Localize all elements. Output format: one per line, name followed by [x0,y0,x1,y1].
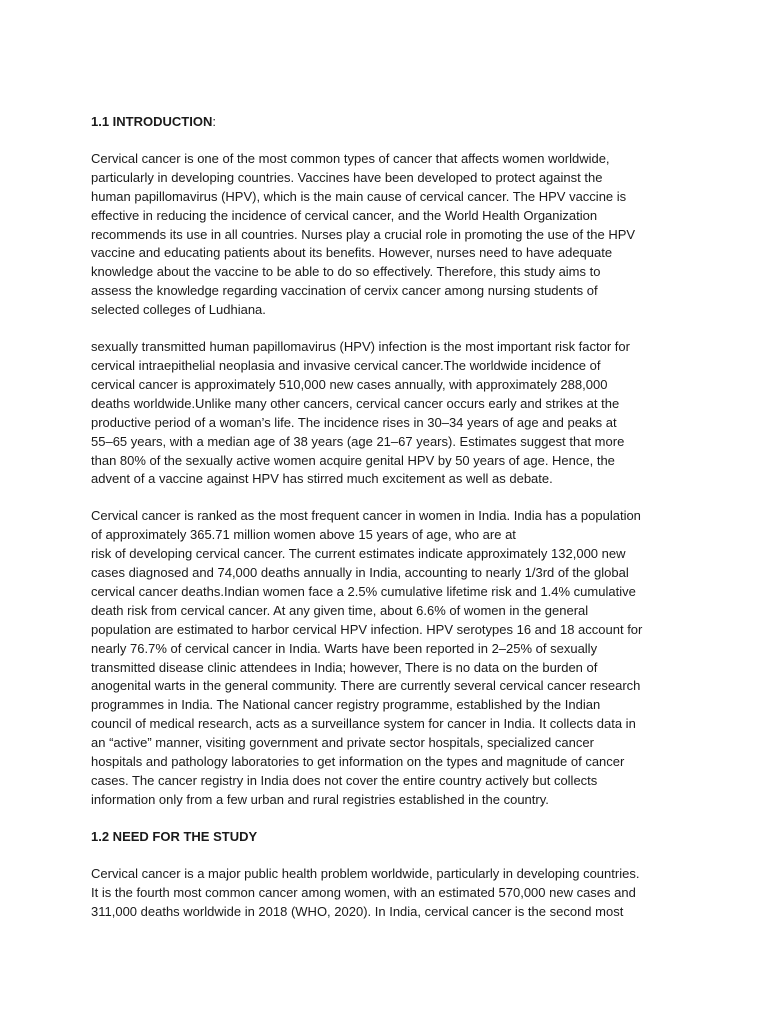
document-body [91,113,683,921]
paragraph-introduction-3: Cervical cancer is ranked as the most frequent cancer in women in India. India has a population of approximately 365.71 million women above 15 years of age, who are at risk of developing cervical cancer. The current estimates indicate approximately 132,000 new cases diagnosed and 74,000 deaths annually in India, accounting to nearly 1/3rd of the global cervical cancer deaths.Indian women face a 2.5% cumulative lifetime risk and 1.4% cumulative death risk from cervical cancer. At any given time, about 6.6% of women in the general population are estimated to harbor cervical HPV infection. HPV serotypes 16 and 18 account for nearly 76.7% of cervical cancer in India. Warts have been reported in 2–25% of sexually transmitted disease clinic attendees in India; however, There is no data on the burden of anogenital warts in the general community. There are currently several cervical cancer research programmes in India. The National cancer registry programme, established by the Indian council of medical research, acts as a surveillance system for cancer in India. It collects data in an “active” manner, visiting government and private sector hospitals, specialized cancer hospitals and pathology laboratories to get information on the types and magnitude of cancer cases. The cancer registry in India does not cover the entire country actively but collects information only from a few urban and rural registries established in the country. [91,508,643,807]
section-heading-introduction [91,113,683,132]
heading-colon: : [212,114,216,129]
section-heading-text: 1.1 INTRODUCTION [91,114,213,129]
paragraph-need-for-study-1: Cervical cancer is a major public health problem worldwide, particularly in developing countries. It is the fourth most common cancer among women, with an estimated 570,000 new cases and 311,000 deaths worldwide in 2018 (WHO, 2020). In India, cervical cancer is the second most [91,865,640,919]
section-heading-need-for-study: 1.2 NEED FOR THE STUDY [91,828,258,844]
paragraph-introduction-1: Cervical cancer is one of the most common types of cancer that affects women worldwide, particularly in developing countries. Vaccines have been developed to protect against the human papillomavirus (HPV), which is the main cause of cervical cancer. The HPV vaccine is effective in reducing the incidence of cervical cancer, and the World Health Organization recommends its use in all countries. Nurses play a crucial role in promoting the use of the HPV vaccine and educating patients about its benefits. However, nurses need to have adequate knowledge about the vaccine to be able to do so effectively. Therefore, this study aims to assess the knowledge regarding vaccination of cervix cancer among nursing students of selected colleges of Ludhiana. [91,150,636,318]
paragraph-introduction-2: sexually transmitted human papillomavirus (HPV) infection is the most important risk factor for cervical intraepithelial neoplasia and invasive cervical cancer.The worldwide incidence of cervical cancer is approximately 510,000 new cases annually, with approximately 288,000 deaths worldwide.Unlike many other cancers, cervical cancer occurs early and strikes at the productive period of a woman’s life. The incidence rises in 30–34 years of age and peaks at 55–65 years, with a median age of 38 years (age 21–67 years). Estimates suggest that more than 80% of the sexually active women acquire genital HPV by 50 years of age. Hence, the advent of a vaccine against HPV has stirred much excitement as well as debate. [91,339,630,487]
